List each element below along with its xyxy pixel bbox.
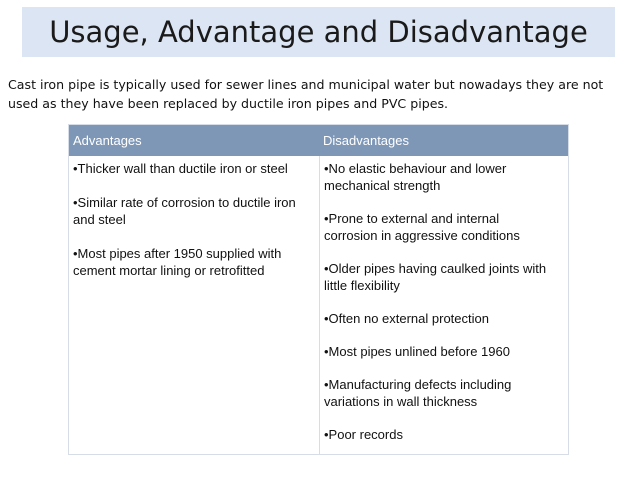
disadvantage-item: •Poor records [324,427,403,442]
disadvantage-item: •Most pipes unlined before 1960 [324,344,510,359]
disadvantage-item: •No elastic behaviour and lower mechanical strength [324,161,507,193]
advantage-item: •Most pipes after 1950 supplied with cement mortar lining or retrofitted [73,246,282,278]
header-disadvantages: Disadvantages [323,133,409,148]
intro-paragraph: Cast iron pipe is typically used for sewer lines and municipal water but nowadays they are not used as they have been replaced by ductile iron pipes and PVC pipes. [8,77,604,111]
disadvantage-item: •Manufacturing defects including variations in wall thickness [324,377,512,409]
table-header-row [69,125,568,156]
disadvantage-item: •Older pipes having caulked joints with little flexibility [324,261,547,293]
header-advantages: Advantages [73,133,142,148]
comparison-table [68,124,569,455]
advantage-item: •Similar rate of corrosion to ductile iron and steel [73,195,296,227]
advantages-column [69,156,319,454]
disadvantage-item: •Prone to external and internal corrosion in aggressive conditions [324,211,520,243]
disadvantage-item: •Often no external protection [324,311,489,326]
disadvantages-column [319,156,568,454]
advantage-item: •Thicker wall than ductile iron or steel [73,161,288,176]
page-title: Usage, Advantage and Disadvantage [49,15,588,49]
title-band [22,7,615,57]
